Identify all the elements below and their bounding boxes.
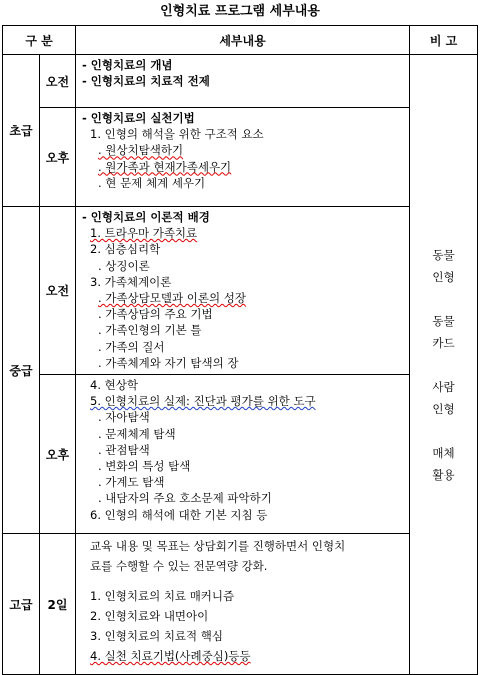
time-am: 오전 [40, 55, 76, 108]
content-line: . 변화의 특성 탐색 [98, 459, 191, 474]
note-text: 사람 [432, 379, 455, 394]
content-line: . 상징이론 [98, 258, 150, 273]
content-line: . 내담자의 주요 호소문제 파악하기 [98, 491, 272, 506]
content-line: . 원상치탐색하기 [98, 143, 184, 158]
time-pm: 오후 [40, 375, 76, 534]
time-two-days: 2일 [40, 534, 76, 675]
content-line: - 인형치료의 실천기법 [82, 111, 195, 125]
content-line: - 인형치료의 치료적 전제 [82, 74, 210, 89]
note-text: 동물 [432, 313, 455, 328]
beginner-am-row [3, 55, 478, 108]
content-line: 6. 인형의 해석에 대한 기본 지침 등 [90, 507, 268, 522]
header-notes: 비 고 [410, 26, 478, 55]
content-line: 2. 인형치료와 내면아이 [90, 609, 209, 624]
content-line: . 가족의 질서 [98, 339, 165, 354]
content-line: . 문제체계 탐색 [98, 426, 176, 441]
header-details: 세부내용 [76, 26, 410, 55]
content-line: 료를 수행할 수 있는 전문역량 강화. [90, 559, 268, 574]
content-line: 4. 현상학 [90, 378, 138, 393]
content-line: . 가족체계와 자기 탐색의 장 [98, 355, 239, 370]
content-line: 2. 심층심리학 [90, 242, 161, 257]
level-beginner: 초급 [3, 55, 40, 207]
level-intermediate: 중급 [3, 207, 40, 534]
content-line: . 가계도 탐색 [98, 475, 165, 490]
header-category: 구 분 [3, 26, 76, 55]
content-line: 1. 인형치료의 치료 매커니즘 [90, 589, 235, 604]
content-line: - 인형치료의 개념 [82, 58, 173, 72]
advanced-content [76, 534, 410, 675]
content-line: . 현 문제 체계 세우기 [98, 175, 206, 190]
content-line: . 가족상담모델과 이론의 성장 [98, 291, 246, 306]
intermediate-am-row [3, 207, 478, 375]
advanced-row [3, 534, 478, 675]
content-line: . 가족인형의 기본 틀 [98, 323, 202, 338]
note-text: 인형 [432, 401, 455, 416]
content-line: . 가족상담의 주요 기법 [98, 307, 213, 322]
beginner-pm-row [3, 108, 478, 207]
note-text: 매체 [432, 445, 455, 460]
intermediate-am-content [76, 207, 410, 375]
content-line: 5. 인형치료의 실제: 진단과 평가를 위한 도구 [90, 394, 316, 409]
page-title: 인형치료 프로그램 세부내용 [160, 4, 320, 19]
beginner-pm-content [76, 108, 410, 207]
note-text: 활용 [432, 467, 455, 482]
header-row [3, 26, 478, 55]
time-pm: 오후 [40, 108, 76, 207]
note-text: 카드 [432, 335, 455, 350]
content-line: . 원가족과 현재가족세우기 [98, 159, 232, 174]
intermediate-pm-row [3, 375, 478, 534]
content-line: - 인형치료의 이론적 배경 [82, 210, 210, 224]
notes-cell [410, 55, 478, 675]
content-line: 1. 인형의 해석을 위한 구조적 요소 [90, 127, 264, 142]
intermediate-pm-content [76, 375, 410, 534]
beginner-am-content [76, 55, 410, 108]
note-text: 동물 [432, 247, 455, 262]
program-table [2, 25, 478, 675]
time-am: 오전 [40, 207, 76, 375]
note-text: 인형 [432, 269, 455, 284]
content-line: 교육 내용 및 목표는 상담회기를 진행하면서 인형치 [90, 539, 346, 554]
content-line: 4. 실천 치료기법(사례중심)등등 [90, 649, 251, 664]
content-line: 1. 트라우마 가족치료 [90, 226, 198, 241]
level-advanced: 고급 [3, 534, 40, 675]
content-line: 3. 가족체계이론 [90, 274, 172, 289]
content-line: 3. 인형치료의 치료적 핵심 [90, 629, 224, 644]
content-line: . 관점탐색 [98, 442, 150, 457]
content-line: . 자아탐색 [98, 410, 150, 425]
